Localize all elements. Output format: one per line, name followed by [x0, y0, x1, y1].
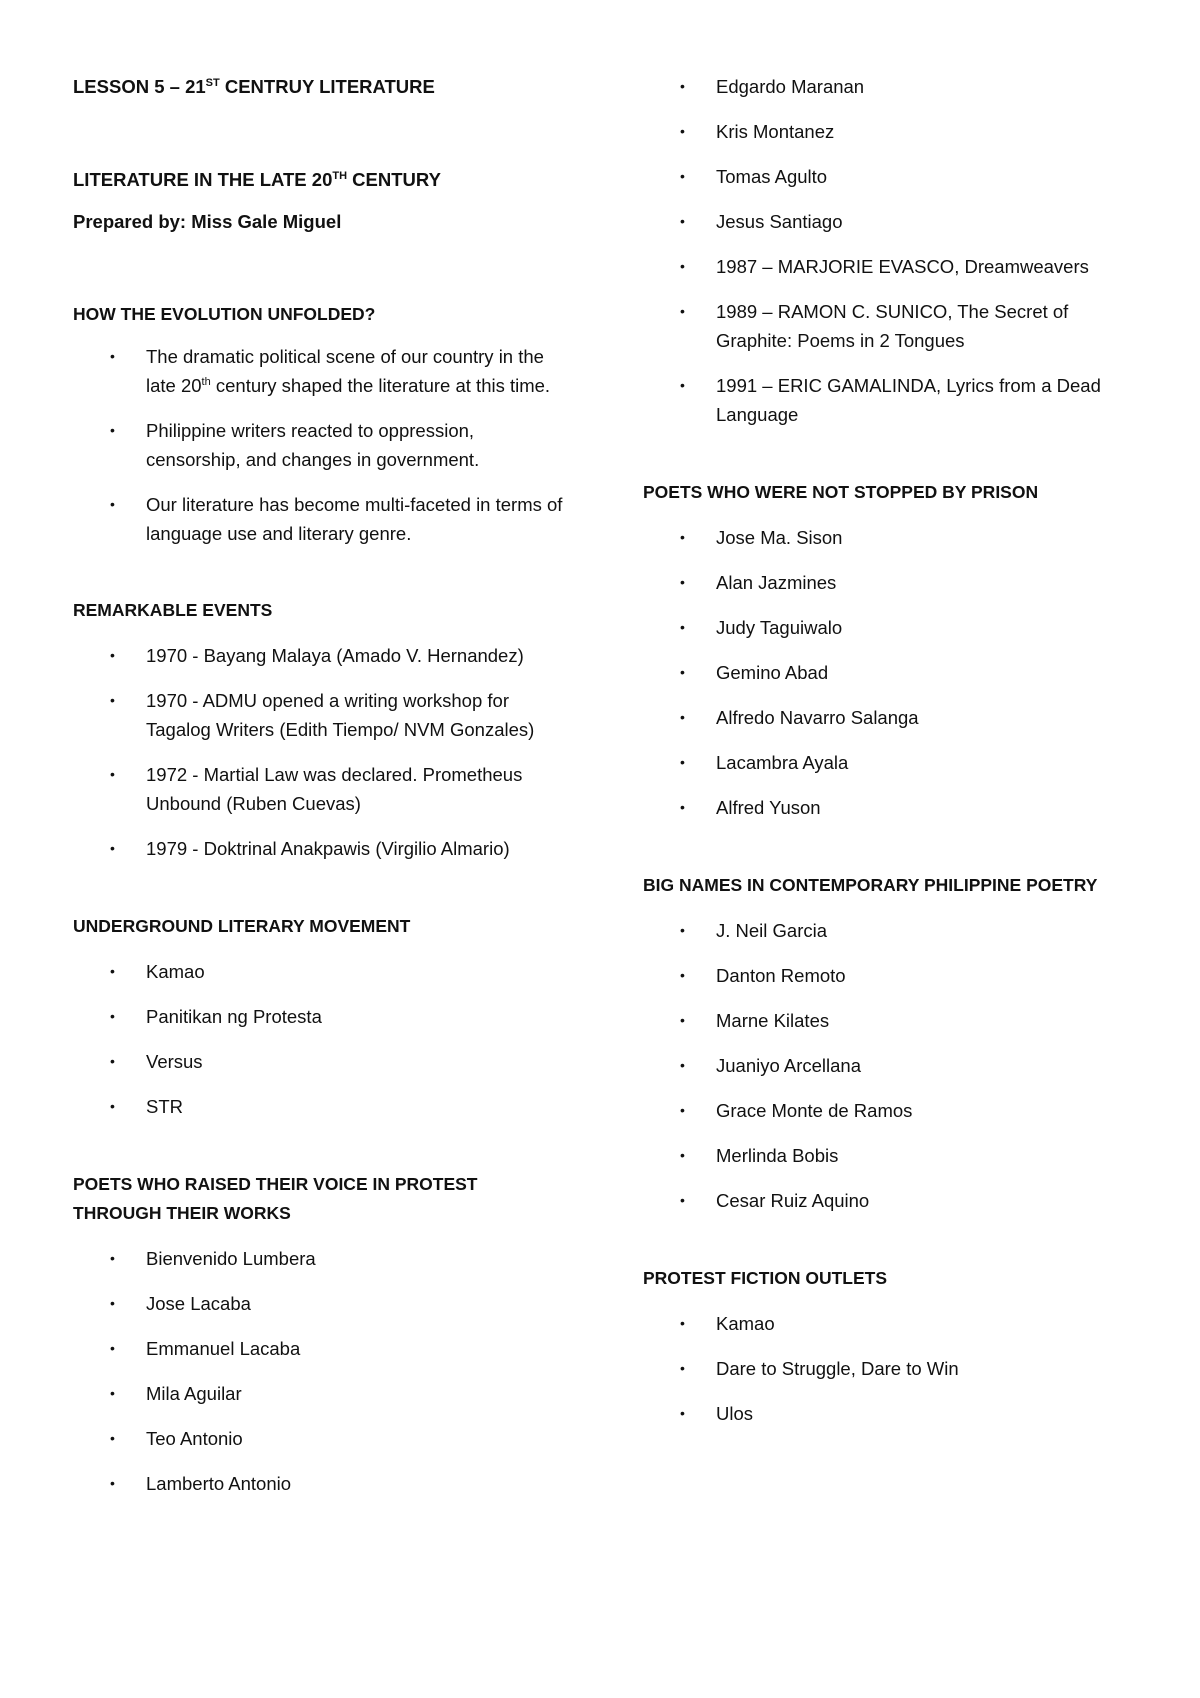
bullet-icon: • [680, 258, 685, 274]
event-item: 1979 - Doktrinal Anakpawis (Virgilio Almario) [146, 838, 510, 859]
poet-name: Jose Ma. Sison [716, 527, 843, 548]
list-item [73, 1244, 563, 1273]
poet-name: Teo Antonio [146, 1428, 243, 1449]
list-item [643, 793, 1143, 822]
right-column [643, 72, 1143, 1444]
bullet-icon: • [680, 967, 685, 983]
spacer [73, 284, 563, 300]
bullet-icon: • [680, 78, 685, 94]
protest-poets-heading: POETS WHO RAISED THEIR VOICE IN PROTEST THROUGH THEIR WORKS [73, 1174, 478, 1223]
list-item [73, 1289, 563, 1318]
outlet-name: Kamao [716, 1313, 775, 1334]
bullet-icon: • [110, 1475, 115, 1491]
poet-name: Gemino Abad [716, 662, 829, 683]
list-item [73, 416, 563, 474]
event-item: 1972 - Martial Law was declared. Prometheus Unbound (Ruben Cuevas) [146, 764, 523, 814]
fiction-outlets-list [643, 1309, 1143, 1428]
list-item [73, 957, 563, 986]
bullet-icon: • [680, 168, 685, 184]
left-column [73, 72, 563, 1514]
spacer [643, 838, 1143, 871]
evolution-item-3: Our literature has become multi-faceted in terms of language use and literary genre. [146, 494, 563, 544]
bullet-icon: • [680, 709, 685, 725]
spacer [73, 236, 563, 284]
underground-item: Panitikan ng Protesta [146, 1006, 322, 1027]
page-subtitle [73, 165, 563, 194]
lesson-title-sup: ST [205, 77, 220, 89]
list-item [643, 1186, 1143, 1215]
bullet-icon: • [680, 377, 685, 393]
spacer [73, 1137, 563, 1170]
evolution-item-1-suffix: century shaped the literature at this time. [210, 375, 551, 396]
bullet-icon: • [680, 1405, 685, 1421]
bullet-icon: • [680, 574, 685, 590]
bullet-icon: • [110, 840, 115, 856]
poet-name: Merlinda Bobis [716, 1145, 839, 1166]
poet-name: Judy Taguiwalo [716, 617, 843, 638]
evolution-list [73, 342, 563, 548]
poet-name: Alan Jazmines [716, 572, 837, 593]
poet-name: Juaniyo Arcellana [716, 1055, 862, 1076]
bullet-icon: • [110, 1008, 115, 1024]
bullet-icon: • [110, 963, 115, 979]
list-item [643, 207, 1143, 236]
protest-poets-list [73, 1244, 563, 1498]
subtitle-suffix: CENTURY [347, 169, 441, 190]
bullet-icon: • [680, 1057, 685, 1073]
list-item [643, 748, 1143, 777]
big-names-heading: BIG NAMES IN CONTEMPORARY PHILIPPINE POETRY [643, 875, 1098, 895]
poet-name: Grace Monte de Ramos [716, 1100, 913, 1121]
spacer [73, 564, 563, 596]
poet-name: Cesar Ruiz Aquino [716, 1190, 870, 1211]
list-item [643, 1051, 1143, 1080]
poet-work: 1987 – MARJORIE EVASCO, Dreamweavers [716, 256, 1089, 277]
list-item [73, 1334, 563, 1363]
spacer [73, 101, 563, 149]
list-item [643, 371, 1143, 429]
bullet-icon: • [110, 1295, 115, 1311]
lesson-title-suffix: CENTRUY LITERATURE [219, 76, 435, 97]
list-item [643, 1141, 1143, 1170]
poet-name: Jesus Santiago [716, 211, 843, 232]
subtitle-sup: TH [332, 170, 348, 182]
bullet-icon: • [680, 213, 685, 229]
bullet-icon: • [680, 123, 685, 139]
list-item [643, 297, 1143, 355]
list-item [643, 568, 1143, 597]
outlet-name: Dare to Struggle, Dare to Win [716, 1358, 959, 1379]
list-item [643, 523, 1143, 552]
list-item [643, 1006, 1143, 1035]
underground-item: Versus [146, 1051, 203, 1072]
bullet-icon: • [680, 754, 685, 770]
list-item [73, 760, 563, 818]
list-item [73, 686, 563, 744]
poet-name: Danton Remoto [716, 965, 846, 986]
bullet-icon: • [680, 619, 685, 635]
poet-name: Alfredo Navarro Salanga [716, 707, 919, 728]
spacer [73, 149, 563, 165]
big-names-list [643, 916, 1143, 1215]
poet-name: J. Neil Garcia [716, 920, 828, 941]
list-item [643, 1399, 1143, 1428]
list-item [643, 703, 1143, 732]
evolution-item-1-prefix: The dramatic political scene of our country in the late 20 [146, 346, 544, 396]
poet-name: Jose Lacaba [146, 1293, 251, 1314]
poet-name: Lamberto Antonio [146, 1473, 292, 1494]
evolution-item-1-sup: th [201, 376, 211, 388]
list-item [73, 1424, 563, 1453]
bullet-icon: • [680, 799, 685, 815]
list-item [73, 1092, 563, 1121]
bullet-icon: • [110, 1098, 115, 1114]
list-item [643, 1354, 1143, 1383]
poet-name: Emmanuel Lacaba [146, 1338, 301, 1359]
underground-list [73, 957, 563, 1121]
list-item [643, 1096, 1143, 1125]
bullet-icon: • [680, 1147, 685, 1163]
bullet-icon: • [110, 496, 115, 512]
poet-name: Tomas Agulto [716, 166, 828, 187]
bullet-icon: • [110, 647, 115, 663]
list-item [643, 961, 1143, 990]
list-item [643, 252, 1143, 281]
prison-poets-heading: POETS WHO WERE NOT STOPPED BY PRISON [643, 482, 1039, 502]
poet-name: Kris Montanez [716, 121, 835, 142]
list-item [73, 641, 563, 670]
lesson-title [73, 72, 563, 101]
bullet-icon: • [110, 766, 115, 782]
poet-name: Bienvenido Lumbera [146, 1248, 316, 1269]
outlet-name: Ulos [716, 1403, 754, 1424]
bullet-icon: • [680, 664, 685, 680]
list-item [643, 916, 1143, 945]
list-item [643, 658, 1143, 687]
bullet-icon: • [110, 1053, 115, 1069]
prison-poets-list [643, 523, 1143, 822]
poet-work: 1991 – ERIC GAMALINDA, Lyrics from a Dead Language [716, 375, 1101, 425]
list-item [643, 117, 1143, 146]
spacer [643, 1231, 1143, 1264]
list-item [73, 1469, 563, 1498]
bullet-icon: • [110, 1340, 115, 1356]
list-item [643, 72, 1143, 101]
bullet-icon: • [110, 692, 115, 708]
prepared-by: Prepared by: Miss Gale Miguel [73, 211, 342, 232]
list-item [643, 613, 1143, 642]
event-item: 1970 - Bayang Malaya (Amado V. Hernandez) [146, 645, 524, 666]
underground-heading: UNDERGROUND LITERARY MOVEMENT [73, 916, 411, 936]
lesson-title-prefix: LESSON 5 – 21 [73, 76, 206, 97]
bullet-icon: • [110, 1250, 115, 1266]
bullet-icon: • [680, 1192, 685, 1208]
poet-name: Edgardo Maranan [716, 76, 865, 97]
evolution-heading: HOW THE EVOLUTION UNFOLDED? [73, 304, 376, 324]
bullet-icon: • [680, 529, 685, 545]
subtitle-prefix: LITERATURE IN THE LATE 20 [73, 169, 333, 190]
poet-name: Marne Kilates [716, 1010, 830, 1031]
underground-item: STR [146, 1096, 183, 1117]
bullet-icon: • [110, 1430, 115, 1446]
evolution-item-2: Philippine writers reacted to oppression, censorship, and changes in government. [146, 420, 480, 470]
bullet-icon: • [110, 348, 115, 364]
list-item [73, 834, 563, 863]
poet-name: Mila Aguilar [146, 1383, 242, 1404]
fiction-outlets-heading: PROTEST FICTION OUTLETS [643, 1268, 888, 1288]
bullet-icon: • [680, 303, 685, 319]
poet-work: 1989 – RAMON C. SUNICO, The Secret of Graphite: Poems in 2 Tongues [716, 301, 1069, 351]
bullet-icon: • [680, 1102, 685, 1118]
list-item [73, 342, 563, 400]
bullet-icon: • [680, 922, 685, 938]
list-item [73, 490, 563, 548]
list-item [643, 162, 1143, 191]
spacer [73, 879, 563, 912]
poet-name: Alfred Yuson [716, 797, 821, 818]
bullet-icon: • [680, 1315, 685, 1331]
list-item [73, 1047, 563, 1076]
poet-name: Lacambra Ayala [716, 752, 849, 773]
bullet-icon: • [110, 1385, 115, 1401]
underground-item: Kamao [146, 961, 205, 982]
list-item [73, 1002, 563, 1031]
bullet-icon: • [680, 1360, 685, 1376]
events-heading: REMARKABLE EVENTS [73, 600, 273, 620]
events-list [73, 641, 563, 863]
list-item [643, 1309, 1143, 1338]
protest-poets-continued-list [643, 72, 1143, 429]
event-item: 1970 - ADMU opened a writing workshop for Tagalog Writers (Edith Tiempo/ NVM Gonzales) [146, 690, 535, 740]
list-item [73, 1379, 563, 1408]
bullet-icon: • [680, 1012, 685, 1028]
bullet-icon: • [110, 422, 115, 438]
spacer [643, 445, 1143, 478]
